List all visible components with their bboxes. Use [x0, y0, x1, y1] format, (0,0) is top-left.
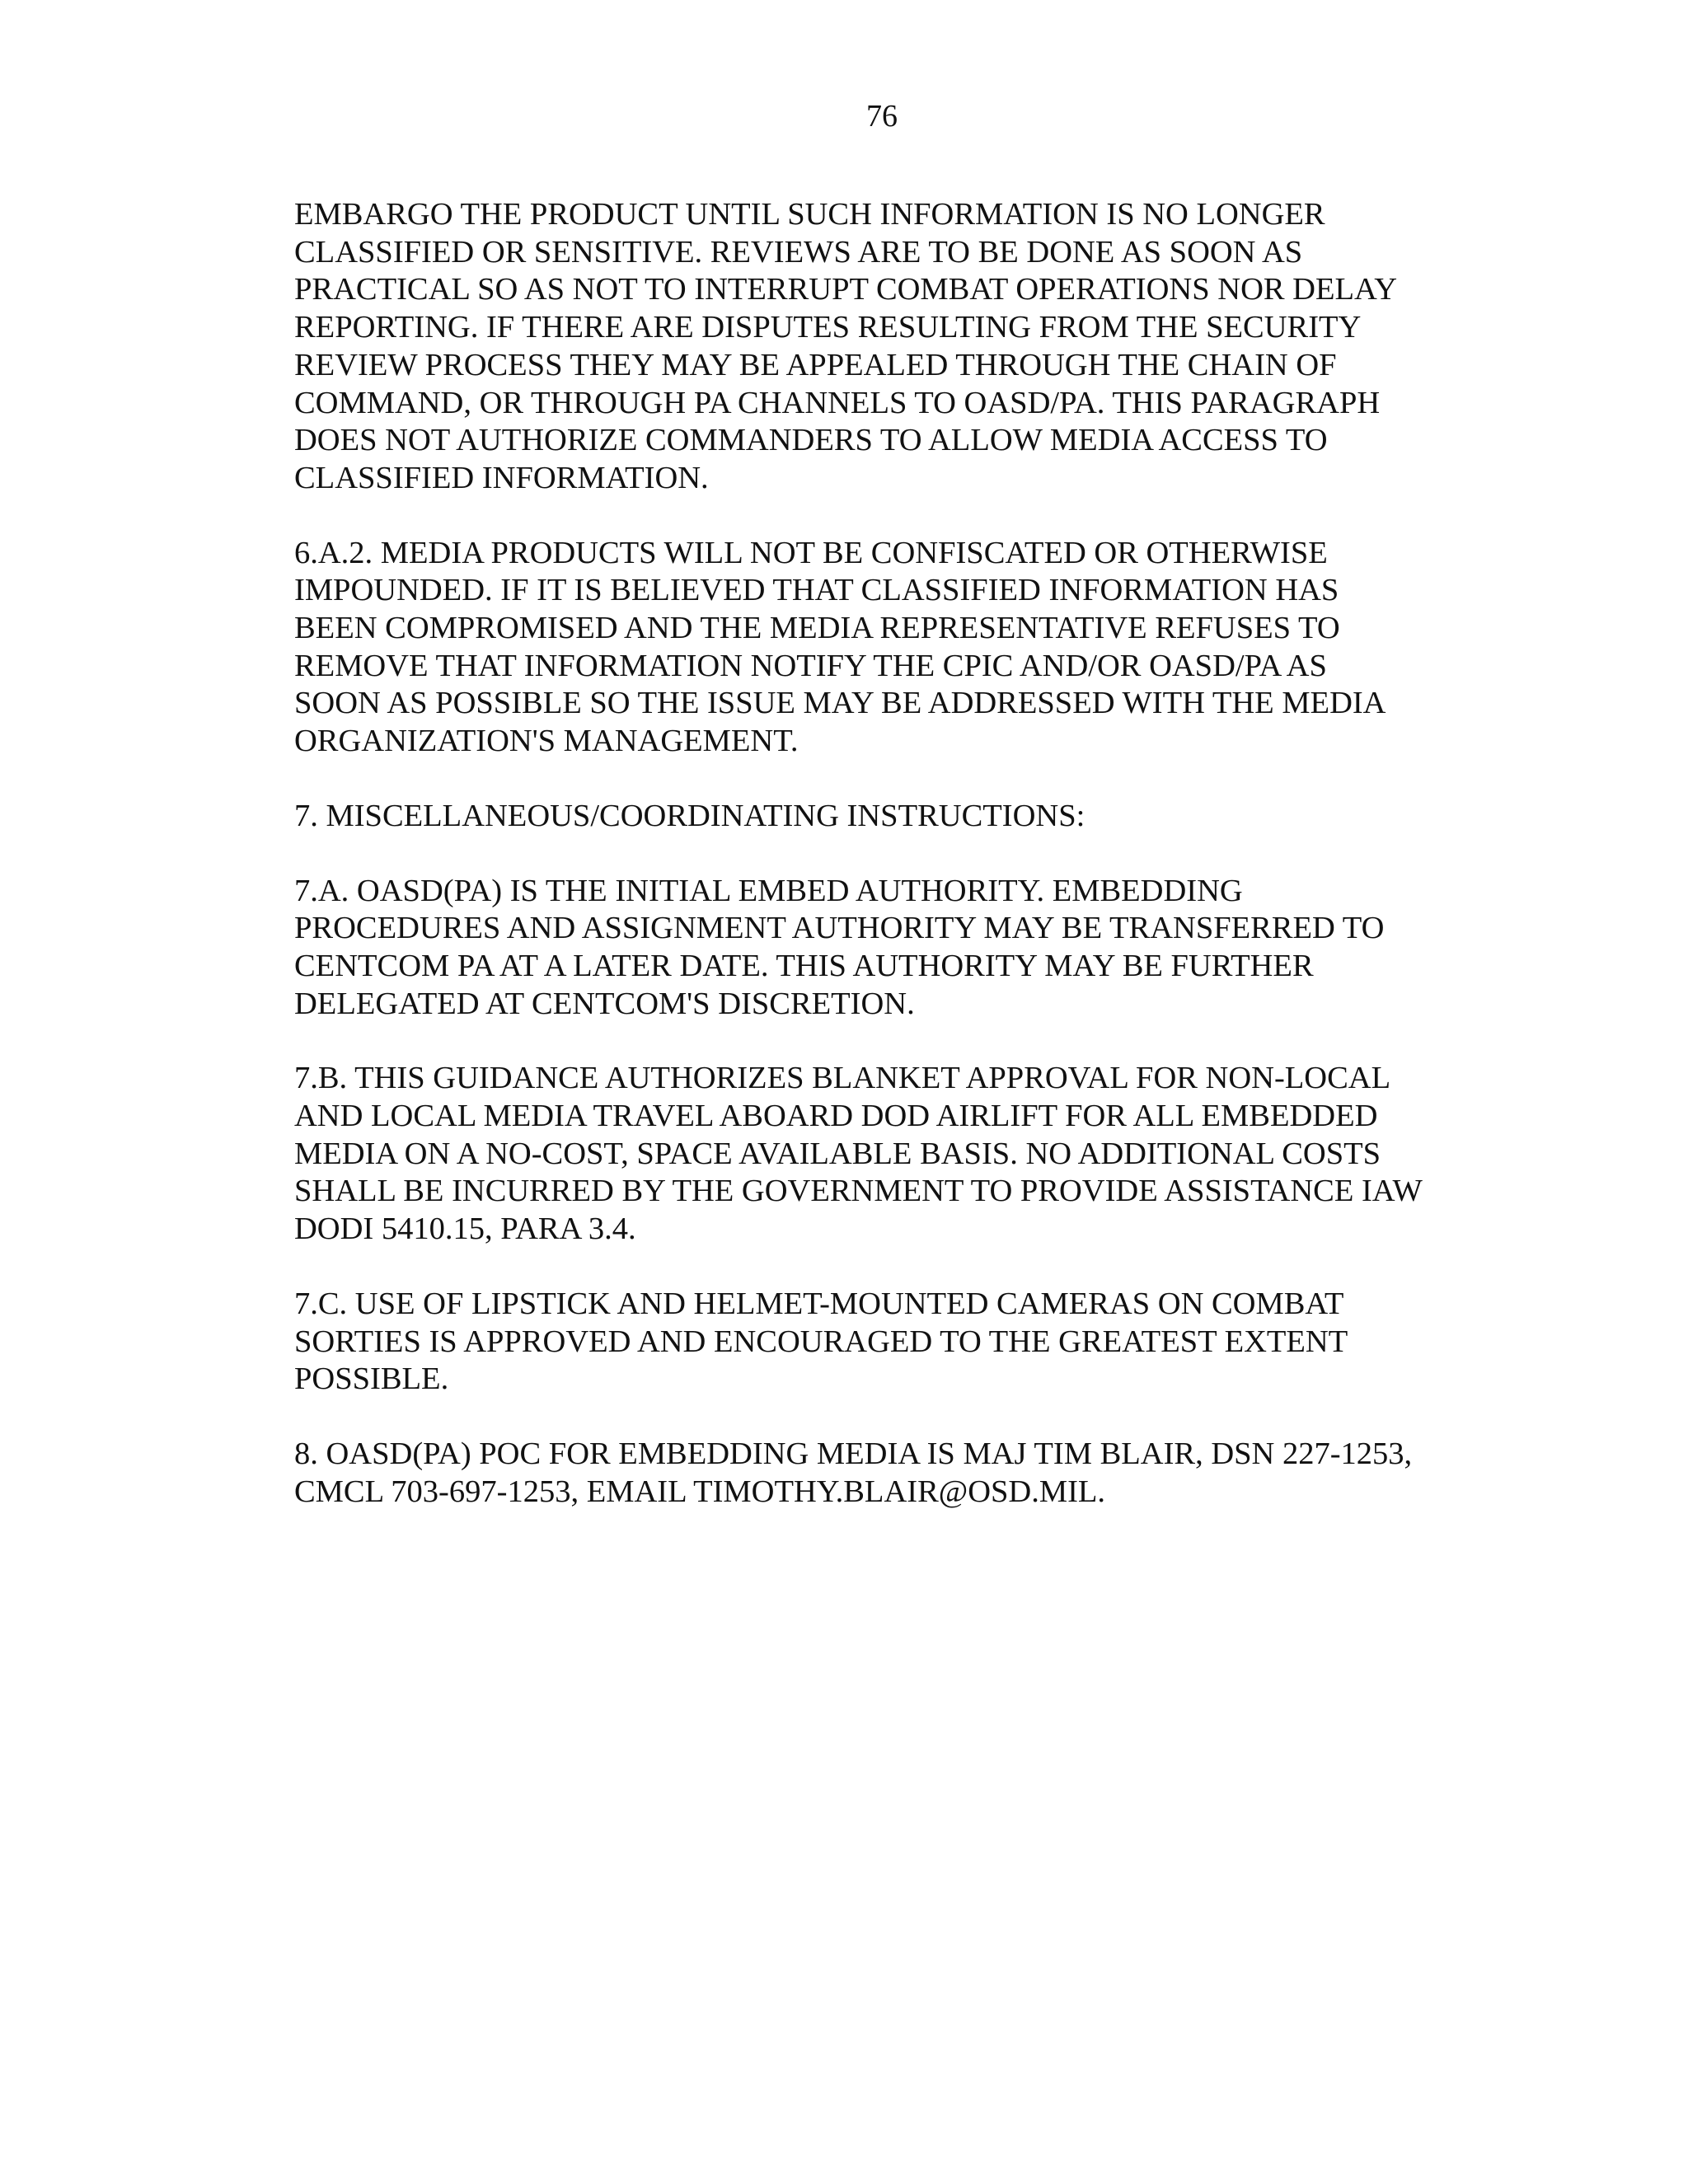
- text-line: CLASSIFIED INFORMATION.: [294, 460, 709, 495]
- text-line: CENTCOM PA AT A LATER DATE. THIS AUTHORITY MAY BE FURTHER: [294, 948, 1314, 983]
- text-line: POSSIBLE.: [294, 1361, 449, 1397]
- document-body: [294, 196, 1498, 1548]
- paragraph-7c: [294, 1286, 1498, 1399]
- text-line: ORGANIZATION'S MANAGEMENT.: [294, 724, 799, 759]
- text-line: MEDIA ON A NO-COST, SPACE AVAILABLE BASIS. NO ADDITIONAL COSTS: [294, 1136, 1381, 1171]
- text-line: REMOVE THAT INFORMATION NOTIFY THE CPIC AND/OR OASD/PA AS: [294, 648, 1327, 683]
- paragraph-7b: [294, 1060, 1498, 1249]
- paragraph-7-heading: [294, 798, 1498, 836]
- paragraph-8-poc: [294, 1436, 1498, 1511]
- text-line: DELEGATED AT CENTCOM'S DISCRETION.: [294, 986, 915, 1021]
- text-line: REPORTING. IF THERE ARE DISPUTES RESULTING FROM THE SECURITY: [294, 310, 1362, 345]
- paragraph-security-review: [294, 196, 1498, 498]
- text-line: 8. OASD(PA) POC FOR EMBEDDING MEDIA IS MAJ TIM BLAIR, DSN 227-1253,: [294, 1436, 1413, 1471]
- text-line: SHALL BE INCURRED BY THE GOVERNMENT TO PROVIDE ASSISTANCE IAW: [294, 1174, 1423, 1209]
- text-line: 7.A. OASD(PA) IS THE INITIAL EMBED AUTHORITY. EMBEDDING: [294, 873, 1243, 908]
- text-line: CLASSIFIED OR SENSITIVE. REVIEWS ARE TO BE DONE AS SOON AS: [294, 234, 1303, 269]
- text-line: PRACTICAL SO AS NOT TO INTERRUPT COMBAT OPERATIONS NOR DELAY: [294, 272, 1398, 307]
- paragraph-7a: [294, 873, 1498, 1024]
- text-line: 7.B. THIS GUIDANCE AUTHORIZES BLANKET APPROVAL FOR NON-LOCAL: [294, 1061, 1391, 1096]
- text-line: AND LOCAL MEDIA TRAVEL ABOARD DOD AIRLIFT FOR ALL EMBEDDED: [294, 1099, 1378, 1134]
- text-line: SOON AS POSSIBLE SO THE ISSUE MAY BE ADDRESSED WITH THE MEDIA: [294, 686, 1386, 721]
- text-line: 7.C. USE OF LIPSTICK AND HELMET-MOUNTED CAMERAS ON COMBAT: [294, 1286, 1344, 1321]
- page-number: 76: [866, 99, 898, 134]
- text-line: PROCEDURES AND ASSIGNMENT AUTHORITY MAY BE TRANSFERRED TO: [294, 911, 1385, 946]
- paragraph-6a2: [294, 535, 1498, 761]
- text-line: EMBARGO THE PRODUCT UNTIL SUCH INFORMATION IS NO LONGER: [294, 197, 1325, 232]
- text-line: CMCL 703-697-1253, EMAIL TIMOTHY.BLAIR@OSD.MIL.: [294, 1474, 1106, 1509]
- text-line: 6.A.2. MEDIA PRODUCTS WILL NOT BE CONFISCATED OR OTHERWISE: [294, 535, 1328, 570]
- text-line: SORTIES IS APPROVED AND ENCOURAGED TO THE GREATEST EXTENT: [294, 1324, 1348, 1359]
- text-line: DODI 5410.15, PARA 3.4.: [294, 1212, 636, 1247]
- text-line: IMPOUNDED. IF IT IS BELIEVED THAT CLASSIFIED INFORMATION HAS: [294, 573, 1339, 608]
- text-line: COMMAND, OR THROUGH PA CHANNELS TO OASD/PA. THIS PARAGRAPH: [294, 385, 1381, 420]
- text-line: DOES NOT AUTHORIZE COMMANDERS TO ALLOW MEDIA ACCESS TO: [294, 423, 1328, 458]
- section-heading: 7. MISCELLANEOUS/COORDINATING INSTRUCTIONS:: [294, 798, 1085, 833]
- text-line: REVIEW PROCESS THEY MAY BE APPEALED THROUGH THE CHAIN OF: [294, 347, 1337, 382]
- text-line: BEEN COMPROMISED AND THE MEDIA REPRESENTATIVE REFUSES TO: [294, 611, 1340, 646]
